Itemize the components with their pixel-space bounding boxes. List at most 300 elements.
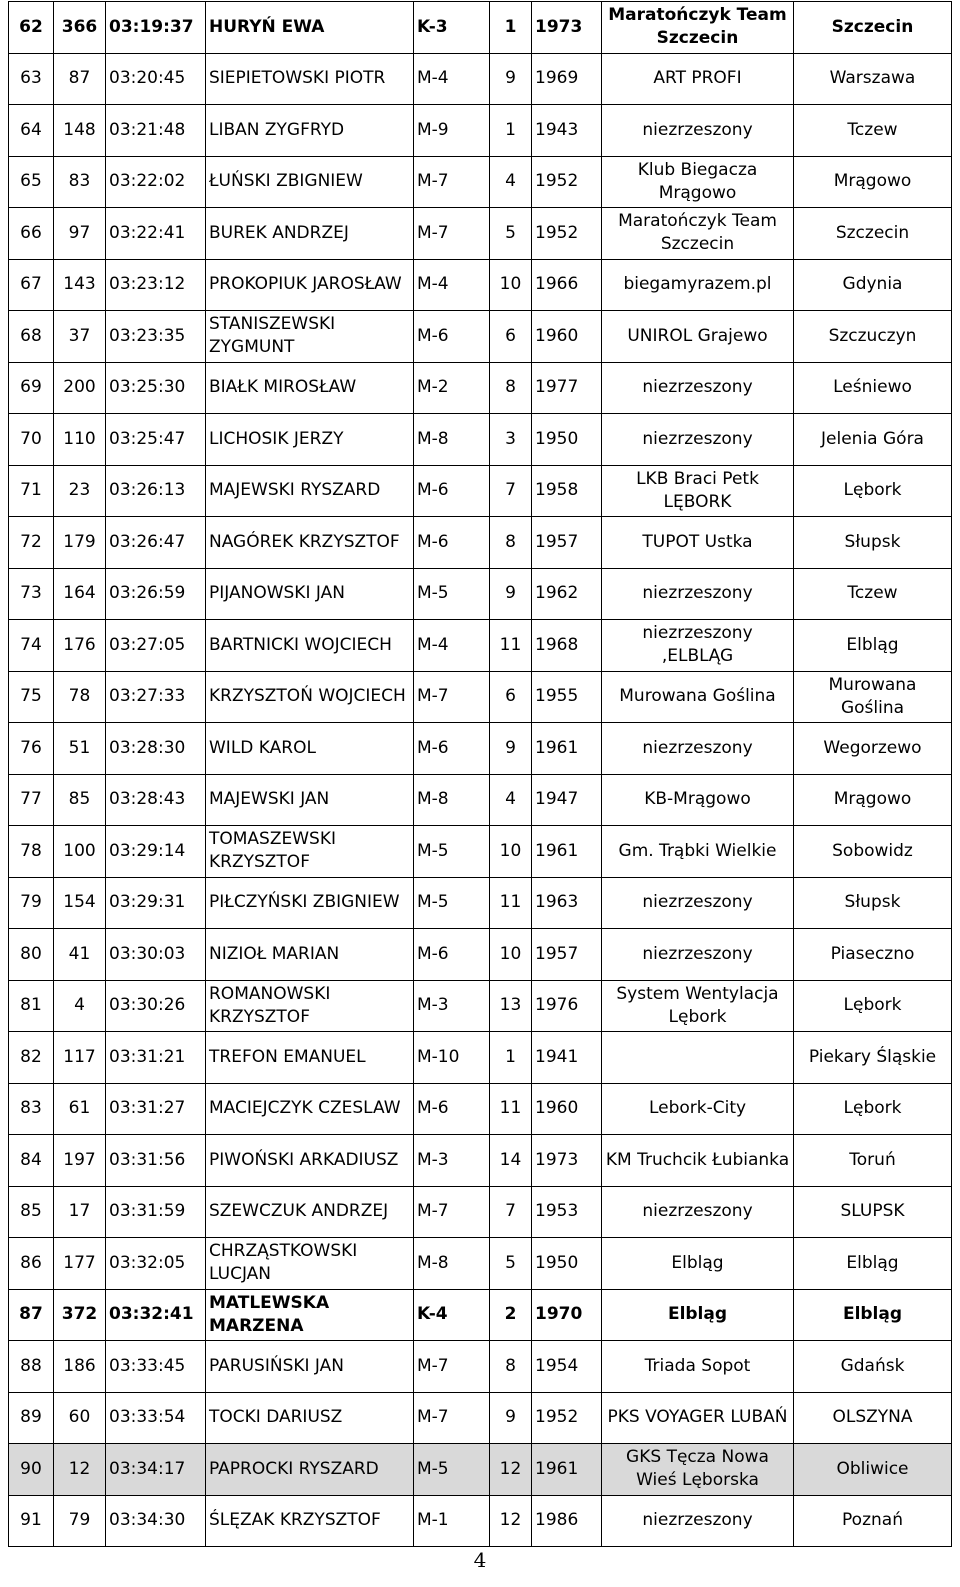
cell-nr: 41 <box>54 929 106 981</box>
cell-place: 10 <box>490 259 532 311</box>
cell-time: 03:31:21 <box>106 1032 206 1084</box>
cell-nr: 83 <box>54 156 106 208</box>
cell-time: 03:34:17 <box>106 1444 206 1496</box>
cell-year: 1986 <box>532 1495 602 1547</box>
cell-city: Słupsk <box>794 517 952 569</box>
cell-nr: 4 <box>54 980 106 1032</box>
cell-lp: 89 <box>9 1392 54 1444</box>
cell-city: Lębork <box>794 465 952 517</box>
cell-name: BARTNICKI WOJCIECH <box>206 620 414 672</box>
cell-name: TREFON EMANUEL <box>206 1032 414 1084</box>
cell-time: 03:20:45 <box>106 53 206 105</box>
cell-cat: K-3 <box>414 2 490 54</box>
cell-name: PIWOŃSKI ARKADIUSZ <box>206 1135 414 1187</box>
cell-club: KM Truchcik Łubianka <box>602 1135 794 1187</box>
cell-lp: 87 <box>9 1289 54 1341</box>
cell-name: SZEWCZUK ANDRZEJ <box>206 1186 414 1238</box>
cell-year: 1976 <box>532 980 602 1032</box>
cell-lp: 76 <box>9 723 54 775</box>
cell-nr: 117 <box>54 1032 106 1084</box>
cell-nr: 143 <box>54 259 106 311</box>
cell-place: 13 <box>490 980 532 1032</box>
cell-nr: 176 <box>54 620 106 672</box>
cell-lp: 78 <box>9 826 54 878</box>
cell-year: 1950 <box>532 414 602 466</box>
cell-time: 03:27:33 <box>106 671 206 723</box>
cell-lp: 82 <box>9 1032 54 1084</box>
cell-city: Szczecin <box>794 2 952 54</box>
cell-place: 11 <box>490 620 532 672</box>
cell-lp: 66 <box>9 208 54 260</box>
cell-lp: 90 <box>9 1444 54 1496</box>
cell-nr: 110 <box>54 414 106 466</box>
cell-lp: 80 <box>9 929 54 981</box>
cell-year: 1961 <box>532 723 602 775</box>
table-row <box>9 1392 952 1444</box>
cell-city: Warszawa <box>794 53 952 105</box>
page-number: 4 <box>473 1548 487 1572</box>
cell-city: Tczew <box>794 105 952 157</box>
cell-city: Jelenia Góra <box>794 414 952 466</box>
table-row <box>9 929 952 981</box>
cell-club: Elbląg <box>602 1289 794 1341</box>
table-row <box>9 1032 952 1084</box>
cell-nr: 366 <box>54 2 106 54</box>
cell-place: 12 <box>490 1495 532 1547</box>
cell-nr: 148 <box>54 105 106 157</box>
cell-year: 1941 <box>532 1032 602 1084</box>
cell-nr: 87 <box>54 53 106 105</box>
cell-nr: 60 <box>54 1392 106 1444</box>
table-row <box>9 723 952 775</box>
table-row <box>9 1341 952 1393</box>
cell-name: ROMANOWSKI KRZYSZTOF <box>206 980 414 1032</box>
cell-year: 1977 <box>532 362 602 414</box>
cell-city: Toruń <box>794 1135 952 1187</box>
cell-name: ŚLĘZAK KRZYSZTOF <box>206 1495 414 1547</box>
cell-place: 4 <box>490 774 532 826</box>
cell-lp: 69 <box>9 362 54 414</box>
cell-year: 1962 <box>532 568 602 620</box>
table-row <box>9 620 952 672</box>
cell-year: 1955 <box>532 671 602 723</box>
cell-time: 03:30:26 <box>106 980 206 1032</box>
cell-time: 03:23:35 <box>106 311 206 363</box>
cell-club: niezrzeszony <box>602 414 794 466</box>
cell-place: 5 <box>490 1238 532 1290</box>
cell-club: niezrzeszony ,ELBLĄG <box>602 620 794 672</box>
cell-time: 03:31:56 <box>106 1135 206 1187</box>
cell-cat: M-7 <box>414 208 490 260</box>
cell-time: 03:22:02 <box>106 156 206 208</box>
cell-name: CHRZĄSTKOWSKI LUCJAN <box>206 1238 414 1290</box>
table-row <box>9 568 952 620</box>
cell-city: Elbląg <box>794 620 952 672</box>
cell-lp: 84 <box>9 1135 54 1187</box>
cell-name: NIZIOŁ MARIAN <box>206 929 414 981</box>
cell-time: 03:31:59 <box>106 1186 206 1238</box>
cell-lp: 83 <box>9 1083 54 1135</box>
cell-time: 03:26:47 <box>106 517 206 569</box>
cell-cat: M-5 <box>414 1444 490 1496</box>
cell-time: 03:26:13 <box>106 465 206 517</box>
table-row <box>9 156 952 208</box>
cell-nr: 37 <box>54 311 106 363</box>
cell-nr: 17 <box>54 1186 106 1238</box>
cell-name: MAJEWSKI JAN <box>206 774 414 826</box>
cell-club: Triada Sopot <box>602 1341 794 1393</box>
cell-name: ŁUŃSKI ZBIGNIEW <box>206 156 414 208</box>
cell-time: 03:22:41 <box>106 208 206 260</box>
cell-lp: 64 <box>9 105 54 157</box>
cell-name: SIEPIETOWSKI PIOTR <box>206 53 414 105</box>
cell-year: 1957 <box>532 517 602 569</box>
cell-club: ART PROFI <box>602 53 794 105</box>
cell-place: 2 <box>490 1289 532 1341</box>
results-table <box>8 1 952 1547</box>
cell-cat: M-8 <box>414 1238 490 1290</box>
cell-club: niezrzeszony <box>602 362 794 414</box>
cell-club: Gm. Trąbki Wielkie <box>602 826 794 878</box>
cell-time: 03:23:12 <box>106 259 206 311</box>
cell-year: 1968 <box>532 620 602 672</box>
cell-place: 10 <box>490 929 532 981</box>
cell-nr: 179 <box>54 517 106 569</box>
cell-time: 03:29:14 <box>106 826 206 878</box>
cell-city: Lębork <box>794 1083 952 1135</box>
table-row <box>9 53 952 105</box>
table-row <box>9 105 952 157</box>
cell-cat: M-6 <box>414 311 490 363</box>
cell-place: 6 <box>490 311 532 363</box>
cell-nr: 372 <box>54 1289 106 1341</box>
table-row <box>9 517 952 569</box>
cell-name: STANISZEWSKI ZYGMUNT <box>206 311 414 363</box>
cell-nr: 100 <box>54 826 106 878</box>
cell-name: PARUSIŃSKI JAN <box>206 1341 414 1393</box>
cell-nr: 186 <box>54 1341 106 1393</box>
cell-place: 11 <box>490 1083 532 1135</box>
cell-year: 1966 <box>532 259 602 311</box>
table-row <box>9 259 952 311</box>
cell-time: 03:25:30 <box>106 362 206 414</box>
cell-city: Leśniewo <box>794 362 952 414</box>
cell-club: Klub Biegacza Mrągowo <box>602 156 794 208</box>
cell-name: NAGÓREK KRZYSZTOF <box>206 517 414 569</box>
cell-year: 1943 <box>532 105 602 157</box>
table-row <box>9 1238 952 1290</box>
table-row <box>9 414 952 466</box>
table-row <box>9 671 952 723</box>
cell-lp: 70 <box>9 414 54 466</box>
cell-place: 1 <box>490 1032 532 1084</box>
cell-city: Mrągowo <box>794 156 952 208</box>
cell-time: 03:21:48 <box>106 105 206 157</box>
cell-cat: M-7 <box>414 1341 490 1393</box>
cell-year: 1952 <box>532 1392 602 1444</box>
table-row <box>9 362 952 414</box>
cell-city: OLSZYNA <box>794 1392 952 1444</box>
cell-club: PKS VOYAGER LUBAŃ <box>602 1392 794 1444</box>
cell-place: 6 <box>490 671 532 723</box>
cell-cat: M-7 <box>414 671 490 723</box>
cell-club: GKS Tęcza Nowa Wieś Lęborska <box>602 1444 794 1496</box>
cell-name: PIŁCZYŃSKI ZBIGNIEW <box>206 877 414 929</box>
cell-name: BIAŁK MIROSŁAW <box>206 362 414 414</box>
cell-cat: M-3 <box>414 980 490 1032</box>
cell-city: Gdynia <box>794 259 952 311</box>
cell-cat: M-6 <box>414 517 490 569</box>
table-row <box>9 1083 952 1135</box>
cell-club: niezrzeszony <box>602 105 794 157</box>
cell-lp: 75 <box>9 671 54 723</box>
table-row <box>9 1135 952 1187</box>
cell-lp: 79 <box>9 877 54 929</box>
cell-name: PROKOPIUK JAROSŁAW <box>206 259 414 311</box>
cell-year: 1963 <box>532 877 602 929</box>
cell-club: Maratończyk Team Szczecin <box>602 2 794 54</box>
cell-place: 11 <box>490 877 532 929</box>
cell-place: 7 <box>490 465 532 517</box>
cell-club: niezrzeszony <box>602 1495 794 1547</box>
cell-place: 9 <box>490 723 532 775</box>
cell-city: Lębork <box>794 980 952 1032</box>
cell-club: biegamyrazem.pl <box>602 259 794 311</box>
cell-place: 4 <box>490 156 532 208</box>
cell-lp: 91 <box>9 1495 54 1547</box>
cell-year: 1970 <box>532 1289 602 1341</box>
cell-place: 5 <box>490 208 532 260</box>
cell-name: TOMASZEWSKI KRZYSZTOF <box>206 826 414 878</box>
cell-city: Wegorzewo <box>794 723 952 775</box>
cell-lp: 62 <box>9 2 54 54</box>
cell-name: PAPROCKI RYSZARD <box>206 1444 414 1496</box>
cell-nr: 23 <box>54 465 106 517</box>
cell-time: 03:31:27 <box>106 1083 206 1135</box>
cell-time: 03:28:43 <box>106 774 206 826</box>
cell-time: 03:28:30 <box>106 723 206 775</box>
cell-city: Tczew <box>794 568 952 620</box>
cell-club: niezrzeszony <box>602 929 794 981</box>
cell-place: 1 <box>490 105 532 157</box>
cell-club: LKB Braci Petk LĘBORK <box>602 465 794 517</box>
cell-name: LIBAN ZYGFRYD <box>206 105 414 157</box>
cell-city: Piaseczno <box>794 929 952 981</box>
cell-name: LICHOSIK JERZY <box>206 414 414 466</box>
cell-nr: 177 <box>54 1238 106 1290</box>
cell-name: HURYŃ EWA <box>206 2 414 54</box>
cell-club: Maratończyk Team Szczecin <box>602 208 794 260</box>
cell-club: TUPOT Ustka <box>602 517 794 569</box>
cell-name: MATLEWSKA MARZENA <box>206 1289 414 1341</box>
cell-time: 03:29:31 <box>106 877 206 929</box>
cell-time: 03:33:54 <box>106 1392 206 1444</box>
cell-year: 1947 <box>532 774 602 826</box>
cell-nr: 197 <box>54 1135 106 1187</box>
cell-place: 9 <box>490 53 532 105</box>
cell-city: Słupsk <box>794 877 952 929</box>
cell-place: 8 <box>490 517 532 569</box>
cell-club: Lebork-City <box>602 1083 794 1135</box>
cell-time: 03:34:30 <box>106 1495 206 1547</box>
cell-year: 1973 <box>532 2 602 54</box>
cell-nr: 51 <box>54 723 106 775</box>
cell-name: MACIEJCZYK CZESLAW <box>206 1083 414 1135</box>
cell-city: Obliwice <box>794 1444 952 1496</box>
table-row <box>9 826 952 878</box>
cell-lp: 63 <box>9 53 54 105</box>
cell-club: niezrzeszony <box>602 877 794 929</box>
cell-year: 1969 <box>532 53 602 105</box>
cell-year: 1961 <box>532 1444 602 1496</box>
cell-time: 03:26:59 <box>106 568 206 620</box>
cell-lp: 65 <box>9 156 54 208</box>
table-row <box>9 311 952 363</box>
cell-cat: M-7 <box>414 156 490 208</box>
cell-lp: 71 <box>9 465 54 517</box>
cell-cat: M-6 <box>414 929 490 981</box>
cell-time: 03:33:45 <box>106 1341 206 1393</box>
cell-club <box>602 1032 794 1084</box>
cell-cat: M-6 <box>414 465 490 517</box>
cell-place: 9 <box>490 568 532 620</box>
cell-year: 1950 <box>532 1238 602 1290</box>
cell-cat: M-3 <box>414 1135 490 1187</box>
cell-cat: M-5 <box>414 568 490 620</box>
cell-year: 1973 <box>532 1135 602 1187</box>
cell-cat: M-8 <box>414 414 490 466</box>
cell-year: 1957 <box>532 929 602 981</box>
cell-name: WILD KAROL <box>206 723 414 775</box>
cell-club: niezrzeszony <box>602 723 794 775</box>
cell-year: 1952 <box>532 208 602 260</box>
cell-cat: M-9 <box>414 105 490 157</box>
cell-place: 8 <box>490 362 532 414</box>
cell-nr: 85 <box>54 774 106 826</box>
table-row <box>9 2 952 54</box>
cell-year: 1960 <box>532 1083 602 1135</box>
table-row <box>9 774 952 826</box>
cell-name: PIJANOWSKI JAN <box>206 568 414 620</box>
cell-club: Murowana Goślina <box>602 671 794 723</box>
cell-place: 10 <box>490 826 532 878</box>
cell-city: Poznań <box>794 1495 952 1547</box>
cell-cat: M-6 <box>414 1083 490 1135</box>
table-row <box>9 1495 952 1547</box>
table-row <box>9 980 952 1032</box>
cell-time: 03:27:05 <box>106 620 206 672</box>
cell-nr: 78 <box>54 671 106 723</box>
table-row <box>9 1186 952 1238</box>
cell-year: 1952 <box>532 156 602 208</box>
table-row <box>9 1289 952 1341</box>
cell-lp: 67 <box>9 259 54 311</box>
cell-cat: M-7 <box>414 1392 490 1444</box>
cell-cat: M-5 <box>414 826 490 878</box>
cell-city: Szczuczyn <box>794 311 952 363</box>
cell-year: 1961 <box>532 826 602 878</box>
cell-cat: M-8 <box>414 774 490 826</box>
cell-year: 1953 <box>532 1186 602 1238</box>
cell-place: 8 <box>490 1341 532 1393</box>
cell-cat: M-5 <box>414 877 490 929</box>
cell-city: Sobowidz <box>794 826 952 878</box>
cell-nr: 97 <box>54 208 106 260</box>
table-row <box>9 208 952 260</box>
cell-time: 03:32:05 <box>106 1238 206 1290</box>
cell-cat: M-7 <box>414 1186 490 1238</box>
cell-time: 03:30:03 <box>106 929 206 981</box>
cell-lp: 85 <box>9 1186 54 1238</box>
cell-name: KRZYSZTOŃ WOJCIECH <box>206 671 414 723</box>
cell-nr: 200 <box>54 362 106 414</box>
table-row <box>9 1444 952 1496</box>
cell-club: KB-Mrągowo <box>602 774 794 826</box>
cell-cat: K-4 <box>414 1289 490 1341</box>
cell-lp: 81 <box>9 980 54 1032</box>
cell-lp: 68 <box>9 311 54 363</box>
cell-club: niezrzeszony <box>602 568 794 620</box>
cell-year: 1960 <box>532 311 602 363</box>
cell-lp: 72 <box>9 517 54 569</box>
cell-cat: M-1 <box>414 1495 490 1547</box>
cell-cat: M-2 <box>414 362 490 414</box>
cell-club: Elbląg <box>602 1238 794 1290</box>
cell-nr: 61 <box>54 1083 106 1135</box>
cell-place: 1 <box>490 2 532 54</box>
cell-nr: 164 <box>54 568 106 620</box>
cell-city: Mrągowo <box>794 774 952 826</box>
cell-lp: 74 <box>9 620 54 672</box>
cell-club: UNIROL Grajewo <box>602 311 794 363</box>
cell-lp: 73 <box>9 568 54 620</box>
cell-nr: 12 <box>54 1444 106 1496</box>
cell-place: 12 <box>490 1444 532 1496</box>
cell-club: niezrzeszony <box>602 1186 794 1238</box>
table-row <box>9 465 952 517</box>
cell-name: MAJEWSKI RYSZARD <box>206 465 414 517</box>
cell-nr: 154 <box>54 877 106 929</box>
cell-place: 3 <box>490 414 532 466</box>
cell-lp: 77 <box>9 774 54 826</box>
cell-lp: 88 <box>9 1341 54 1393</box>
cell-cat: M-10 <box>414 1032 490 1084</box>
cell-city: Elbląg <box>794 1289 952 1341</box>
cell-time: 03:19:37 <box>106 2 206 54</box>
cell-time: 03:32:41 <box>106 1289 206 1341</box>
cell-cat: M-4 <box>414 53 490 105</box>
cell-name: TOCKI DARIUSZ <box>206 1392 414 1444</box>
table-row <box>9 877 952 929</box>
cell-lp: 86 <box>9 1238 54 1290</box>
cell-cat: M-4 <box>414 620 490 672</box>
cell-city: Gdańsk <box>794 1341 952 1393</box>
cell-time: 03:25:47 <box>106 414 206 466</box>
cell-year: 1954 <box>532 1341 602 1393</box>
cell-name: BUREK ANDRZEJ <box>206 208 414 260</box>
cell-year: 1958 <box>532 465 602 517</box>
cell-nr: 79 <box>54 1495 106 1547</box>
cell-club: System Wentylacja Lębork <box>602 980 794 1032</box>
cell-place: 9 <box>490 1392 532 1444</box>
cell-city: Szczecin <box>794 208 952 260</box>
cell-city: Piekary Śląskie <box>794 1032 952 1084</box>
cell-place: 7 <box>490 1186 532 1238</box>
cell-city: Murowana Goślina <box>794 671 952 723</box>
cell-city: SLUPSK <box>794 1186 952 1238</box>
cell-cat: M-4 <box>414 259 490 311</box>
cell-cat: M-6 <box>414 723 490 775</box>
